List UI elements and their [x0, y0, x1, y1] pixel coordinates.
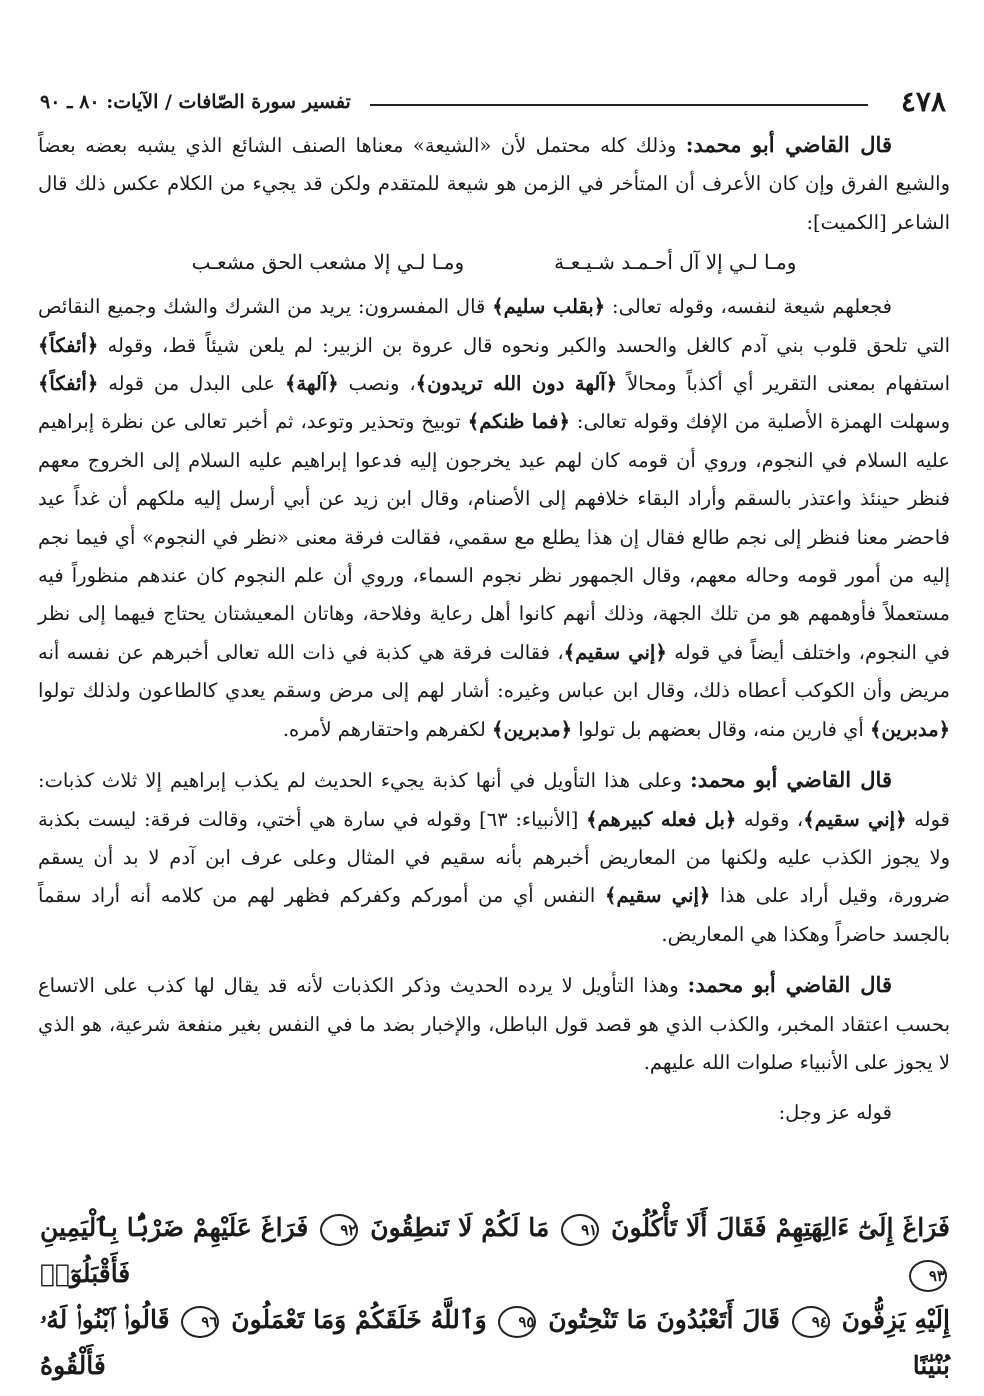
ayah-text: فَأَقْبَلُوٓا۟ [40, 1259, 131, 1288]
poetry-verse [38, 242, 950, 282]
ayah-text: مَا لَكُمْ لَا تَنطِقُونَ [370, 1213, 550, 1242]
ayah-number-marker: ٩١ [561, 1214, 599, 1246]
paragraph-text: وهذا التأويل لا يرده الحديث وذكر الكذبات لأنه قد يقال لها كذب على الاتساع بحسب اعتقاد المخبر، والكذب الذي هو قصد قول الباطل، والإخبار بضد ما في النفس بغير منفعة شرعية، هو الذي لا يجوز على الأنبياء صلوات الله عليهم. [38, 974, 950, 1074]
paragraph-5 [38, 1094, 950, 1132]
text-run: قال المفسرون: يريد من الشرك والشك وجميع النقائص التي تلحق قلوب بني آدم كالغل والحسد والكبر ونحوه قال عروة بن الزبير: لم يلعن شيئاً قط، وقوله [38, 295, 950, 357]
text-run: [الأنبياء: ٦٣] وقوله في سارة هي أختي، وقالت فرقة: ليست بكذبة ولا يجوز الكذب عليه ولكنها من المعاريض أخبرهم بأنه سقيم في المثال وعلى عرف ابن آدم لا بد أن يسقم ضرورة، وقيل أراد على هذا [38, 807, 950, 908]
text-run: ، وقوله [736, 807, 804, 831]
paragraph-gap [38, 1082, 950, 1094]
quran-quote: ﴿إني سقيم﴾ [803, 807, 907, 831]
running-title: تفسير سورة الصّافات / الآيات: ٨٠ ـ ٩٠ [40, 91, 351, 113]
ayah-text: قَالُوا۟ ٱبْنُوا۟ لَهُۥ بُنْيَٰنًا فَأَلْقُوهُ [40, 1305, 950, 1380]
text-run: ، فقالت فرقة هي كذبة في ذات الله تعالى أخبرهم عن نفسه أنه مريض وأن الكوكب أعطاه ذلك، وقال ابن عباس وغيره: أشار لهم إلى مرض وسقم يعدي كالطاعون ولذلك تولوا [38, 640, 950, 703]
text-run: وسهلت الهمزة الأصلية من الإفك وقوله تعالى: [569, 410, 950, 434]
ayah-text: فَرَاغَ عَلَيْهِمْ ضَرْبًۢا بِٱلْيَمِينِ [40, 1213, 309, 1242]
text-run: لكفرهم واحتقارهم لأمره. [282, 717, 493, 741]
quran-line-1 [40, 1205, 950, 1297]
ayah-text: إِلَيْهِ يَزِفُّونَ [841, 1305, 950, 1334]
quran-quote: ﴿إني سقيم﴾ [605, 884, 711, 908]
speaker-label: قال القاضي أبو محمد: [685, 132, 892, 157]
ayah-text: قَالَ أَتَعْبُدُونَ مَا تَنْحِتُونَ [548, 1305, 781, 1334]
paragraph-text: قوله عز وجل: [778, 1101, 892, 1125]
quran-quote: ﴿آلهة﴾ [284, 372, 339, 396]
text-run: استفهام بمعنى التقرير أي أكذباً ومحالاً [617, 372, 950, 396]
text-run: فجعلهم شيعة لنفسه، وقوله تعالى: [605, 295, 892, 319]
quran-quote: ﴿مدبرين﴾ [870, 717, 950, 741]
text-run: ، ونصب [338, 372, 416, 396]
quran-line-2 [40, 1297, 950, 1389]
quran-quote: ﴿مدبرين﴾ [492, 717, 573, 741]
ayah-number-marker: ٩٥ [498, 1306, 536, 1338]
speaker-label: قال القاضي أبو محمد: [687, 972, 892, 998]
ayah-text: وَٱللَّهُ خَلَقَكُمْ وَمَا تَعْمَلُونَ [231, 1305, 487, 1334]
ayah-text: فَرَاغَ إِلَىٰٓ ءَالِهَتِهِمْ فَقَالَ أَلَا تَأْكُلُونَ [611, 1213, 950, 1242]
commentary-text [38, 126, 950, 1133]
ayah-number-marker: ٩٢ [320, 1214, 358, 1246]
quran-quote: ﴿بل فعله كبيرهم﴾ [586, 807, 737, 831]
ayah-number-marker: ٩٦ [181, 1306, 219, 1338]
text-run: توبيخ وتحذير وتوعد، ثم أخبر تعالى عن نظرة إبراهيم عليه السلام في النجوم، وروي أن قومه كان لهم عيد يخرجون إليه فدعوا إبراهيم عليه السلام إلى الخروج معهم فنظر حينئذ واعتذر بالسقم وأراد البقاء خلافهم إلى الأصنام، وقال ابن زيد عن أبي أرسل إليه ملكهم أن غداً عيد فاحضر معنا فنظر إلى نجم طالع فقال إن هذا يطلع مع سقمي، فقالت فرقة معنى «نظر في النجوم» أي فيما نجم إليه من أمور قومه وحاله معهم، وقال الجمهور نظر نجوم السماء، وروي أن علم النجوم كان عندهم منظوراً فيه مستعملاً فأوهمهم هو من تلك الجهة، وذلك أنهم كانوا أهل رعاية وفلاحة، وهاتان المعيشتان يحتاج فيهما إلى نظر في النجوم، واختلف أيضاً في قوله [38, 410, 950, 664]
text-run: أي فارين منه، وقال بعضهم بل تولوا [572, 717, 870, 741]
verse-hemistich-1: ومـا لـي إلا آل أحـمـد شـيـعـة [554, 250, 797, 275]
text-run: على البدل من قوله [98, 372, 285, 396]
quran-quote: ﴿فما ظنكم﴾ [467, 410, 570, 434]
quran-quote: ﴿أئفكاً﴾ [38, 333, 99, 357]
header-rule [370, 104, 868, 106]
paragraph-gap [38, 749, 950, 761]
quran-quote: ﴿أئفكاً﴾ [38, 372, 99, 396]
ayah-number-marker: ٩٤ [792, 1306, 830, 1338]
page-number: ٤٧٨ [900, 85, 946, 118]
speaker-label: قال القاضي أبو محمد: [689, 767, 892, 793]
quran-verses [40, 1205, 950, 1389]
paragraph-text: وذلك كله محتمل لأن «الشيعة» معناها الصنف الشائع الذي يشبه بعضه بعضاً والشيع الفرق وإن كان الأعرف أن المتأخر في الزمن هو شيعة للمتقدم ولكن قد يجيء من الكلام عكس ذلك قال الشاعر [الكميت]: [38, 134, 950, 234]
text-run: وعلى هذا التأويل في أنها كذبة يجيء الحديث لم يكذب إبراهيم إلا ثلاث كذبات: قوله [38, 769, 950, 831]
paragraph-gap [38, 954, 950, 966]
quran-quote: ﴿بقلب سليم﴾ [492, 295, 606, 319]
verse-hemistich-2: ومـا لـي إلا مشعب الحق مشعـب [191, 250, 465, 275]
quran-quote: ﴿آلهة دون الله تريدون﴾ [415, 372, 618, 396]
ayah-number-marker: ٩٣ [909, 1260, 947, 1292]
paragraph-1 [38, 126, 950, 242]
page-header [40, 82, 946, 122]
quran-quote: ﴿إني سقيم﴾ [563, 640, 667, 664]
paragraph-4 [38, 966, 950, 1082]
paragraph-2 [38, 288, 950, 749]
paragraph-3 [38, 761, 950, 954]
text-run: النفس أي من أموركم وكفركم فظهر لهم من كلامه أنه أراد سقماً بالجسد حاضراً وهكذا هي المعاريض. [38, 884, 950, 946]
